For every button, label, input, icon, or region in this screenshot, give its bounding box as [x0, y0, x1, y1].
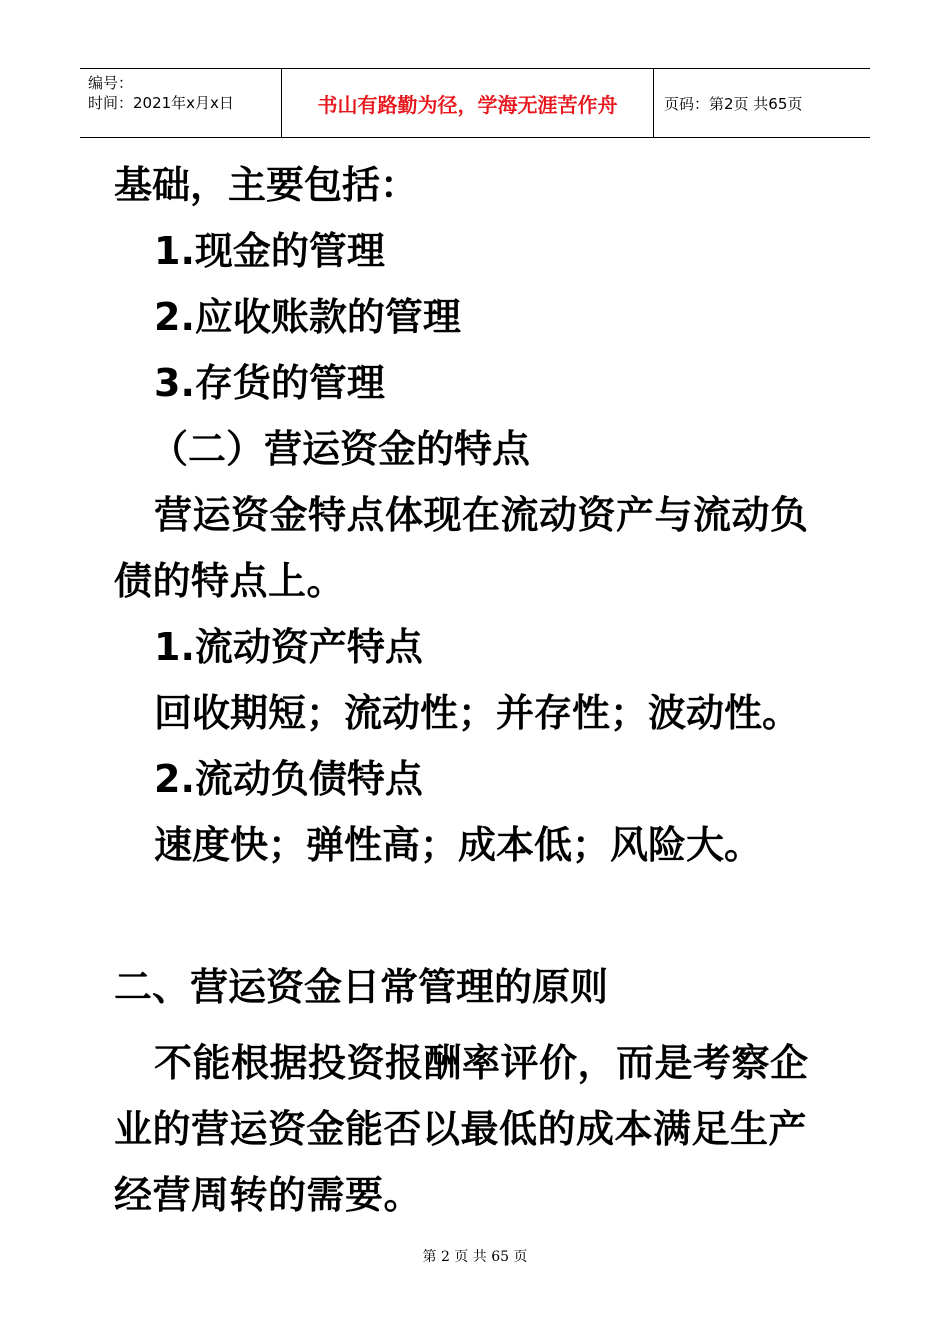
page-footer: 第 2 页 共 65 页	[422, 1249, 528, 1265]
list-item-inventory: 3.存货的管理	[154, 361, 385, 405]
liability-desc: 速度快；弹性高；成本低；风险大。	[154, 823, 763, 867]
document-header	[80, 68, 870, 138]
header-page-cell	[654, 69, 870, 137]
header-meta-cell	[80, 69, 282, 137]
section-title: 二、营运资金日常管理的原则	[114, 965, 609, 1009]
asset-title: 1.流动资产特点	[154, 625, 423, 669]
paragraph-characteristics: 营运资金特点体现在流动资产与流动负债的特点上。	[114, 493, 809, 603]
page-info: 页码：第2页 共65页	[664, 94, 803, 113]
motto-text: 书山有路勤为径，学海无涯苦作舟	[317, 92, 618, 117]
subsection-title: （二）营运资金的特点	[150, 427, 531, 471]
number-label: 编号：	[88, 74, 134, 92]
liability-title: 2.流动负债特点	[154, 757, 423, 801]
list-item-receivables: 2.应收账款的管理	[154, 295, 461, 339]
time-label: 时间：2021年x月x日	[88, 94, 234, 112]
paragraph-principle: 不能根据投资报酬率评价，而是考察企业的营运资金能否以最低的成本满足生产经营周转的需要。	[114, 1041, 809, 1217]
list-item-cash: 1.现金的管理	[154, 229, 385, 273]
intro-line: 基础，主要包括：	[114, 163, 419, 207]
document-body	[114, 152, 844, 1228]
header-motto-cell	[282, 69, 654, 137]
asset-desc: 回收期短；流动性；并存性；波动性。	[154, 691, 801, 735]
spacer	[114, 878, 844, 954]
